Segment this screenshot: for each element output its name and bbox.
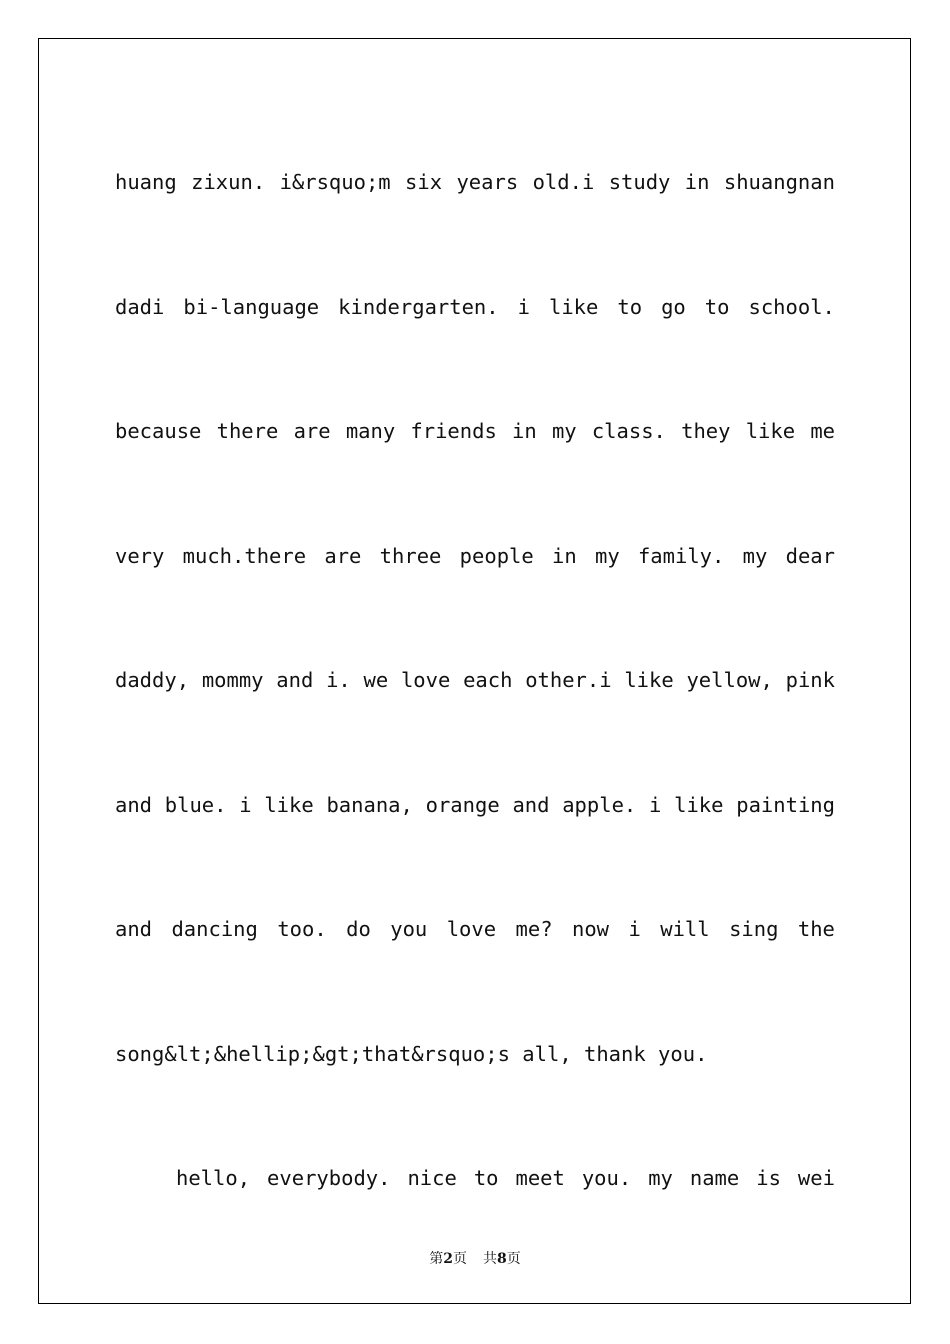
word: do xyxy=(346,917,371,942)
word: we xyxy=(363,668,389,693)
text-line xyxy=(115,867,835,992)
word: like xyxy=(745,419,796,444)
word: in xyxy=(684,170,710,195)
word: much.there xyxy=(182,543,307,568)
word: my xyxy=(648,1166,673,1191)
word: to xyxy=(473,1166,499,1191)
word: study xyxy=(608,170,671,195)
text-line xyxy=(115,618,835,743)
text-line xyxy=(115,494,835,619)
page-footer xyxy=(0,1248,950,1268)
word: each xyxy=(463,668,513,693)
word: they xyxy=(681,419,731,444)
word: meet xyxy=(515,1166,565,1191)
word: and xyxy=(276,668,314,693)
word: i xyxy=(239,792,252,817)
word: are xyxy=(324,543,362,568)
text-line xyxy=(115,743,835,868)
word: blue. xyxy=(164,792,227,817)
word: to xyxy=(617,294,643,319)
word: nice xyxy=(407,1166,457,1191)
word: i xyxy=(649,792,662,817)
total-suffix: 页 xyxy=(506,1251,521,1267)
word: family. xyxy=(637,543,725,568)
word: me? xyxy=(515,917,553,942)
word: dancing xyxy=(171,917,258,942)
word: years xyxy=(456,170,519,195)
text-line: song&lt;&hellip;&gt;that&rsquo;s all, thank you. xyxy=(115,1041,708,1066)
text-line xyxy=(115,245,835,370)
word: i. xyxy=(326,668,351,693)
word: hello, xyxy=(176,1166,251,1191)
word: now xyxy=(572,917,610,942)
word: too. xyxy=(277,917,327,942)
word: you. xyxy=(581,1166,632,1191)
word: orange xyxy=(425,792,500,817)
word: like xyxy=(549,294,599,319)
word: huang xyxy=(115,170,177,195)
page-prefix: 第 xyxy=(429,1251,444,1267)
word: daddy, xyxy=(115,668,190,693)
total-prefix: 共 xyxy=(483,1251,497,1267)
word: love xyxy=(400,668,451,693)
word: six xyxy=(405,170,443,195)
word: and xyxy=(115,917,153,942)
word: shuangnan xyxy=(723,170,835,195)
word: will xyxy=(660,917,710,942)
word: old.i xyxy=(532,170,595,195)
word: school. xyxy=(748,294,835,319)
word: you xyxy=(390,917,428,942)
word: my xyxy=(594,543,620,568)
word: three xyxy=(379,543,442,568)
word: people xyxy=(459,543,534,568)
word: apple. xyxy=(562,792,637,817)
word: there xyxy=(216,419,279,444)
word: is xyxy=(756,1166,781,1191)
word: and xyxy=(512,792,550,817)
word: other.i xyxy=(525,668,612,693)
word: me xyxy=(810,419,835,444)
word: like xyxy=(674,792,724,817)
word: name xyxy=(689,1166,740,1191)
page-suffix: 页 xyxy=(453,1251,467,1267)
word: because xyxy=(115,419,202,444)
word: sing xyxy=(729,917,779,942)
word: pink xyxy=(785,668,835,693)
word: like xyxy=(624,668,674,693)
word: kindergarten. xyxy=(338,294,499,319)
text-line xyxy=(115,369,835,494)
word: bi-language xyxy=(183,294,320,319)
word: the xyxy=(797,917,835,942)
word: zixun. xyxy=(191,170,266,195)
word: wei xyxy=(797,1166,835,1191)
word: are xyxy=(293,419,331,444)
word: many xyxy=(345,419,396,444)
text-line xyxy=(115,1116,835,1241)
word: i xyxy=(517,294,530,319)
word: i xyxy=(628,917,641,942)
word: in xyxy=(552,543,577,568)
word: and xyxy=(115,792,153,817)
word: yellow, xyxy=(686,668,773,693)
word: i&rsquo;m xyxy=(279,170,391,195)
word: mommy xyxy=(201,668,264,693)
word: in xyxy=(512,419,537,444)
word: go xyxy=(661,294,686,319)
word: class. xyxy=(591,419,666,444)
word: dear xyxy=(785,543,835,568)
word: like xyxy=(264,792,314,817)
word: friends xyxy=(410,419,497,444)
page-total-number: 8 xyxy=(497,1251,507,1267)
word: everybody. xyxy=(267,1166,391,1191)
word: to xyxy=(704,294,730,319)
page-current-number: 2 xyxy=(443,1251,453,1267)
word: my xyxy=(742,543,768,568)
word: very xyxy=(115,543,165,568)
word: banana, xyxy=(326,792,413,817)
word: my xyxy=(551,419,577,444)
word: painting xyxy=(736,792,835,817)
word: dadi xyxy=(115,294,165,319)
document-body xyxy=(115,120,835,1241)
word: love xyxy=(446,917,497,942)
text-line xyxy=(115,120,835,245)
